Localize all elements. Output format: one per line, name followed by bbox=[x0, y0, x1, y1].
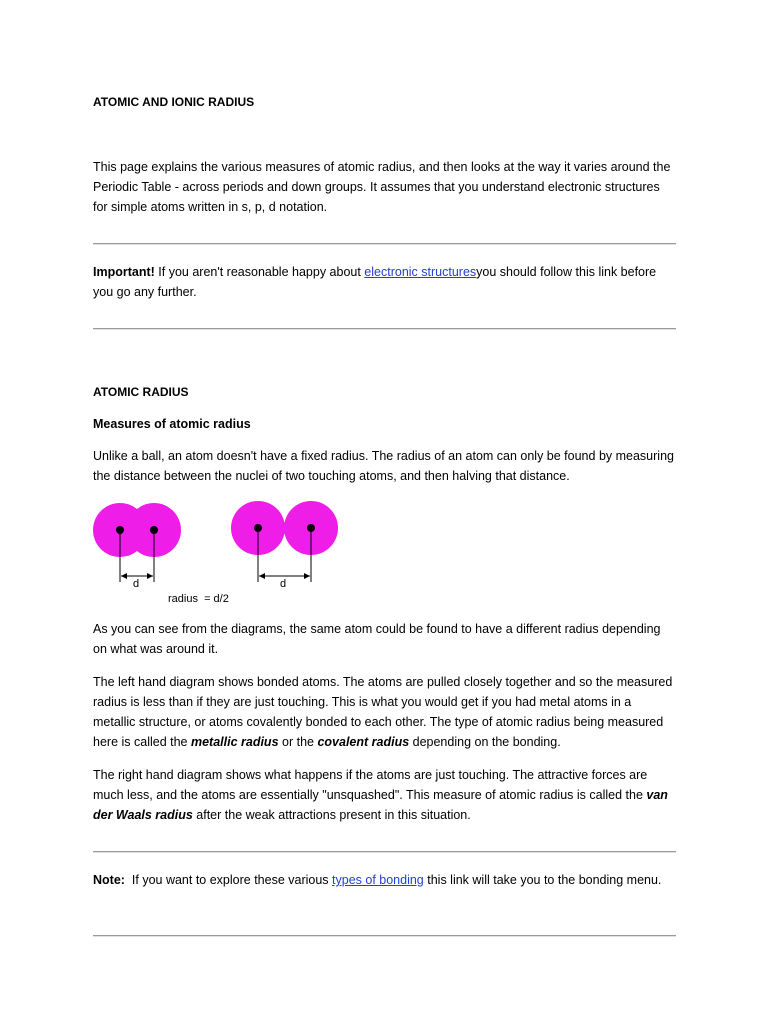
divider-2 bbox=[93, 328, 676, 330]
atomic-radius-diagram bbox=[93, 500, 353, 610]
paragraph-right-diagram: The right hand diagram shows what happens if the atoms are just touching. The attractive forces are much less, and the atoms are essentially "unsquashed". This measure of atomic radius is called the van der Waals radius after the weak attractions present in this situation. bbox=[93, 768, 668, 822]
page-title: ATOMIC AND IONIC RADIUS bbox=[93, 95, 255, 109]
covalent-radius-term: covalent radius bbox=[317, 735, 410, 749]
important-text-before: If you aren't reasonable happy about bbox=[154, 265, 365, 279]
subheading: Measures of atomic radius bbox=[93, 417, 251, 431]
paragraph-diagrams: As you can see from the diagrams, the same atom could be found to have a different radius depending on what was around it. bbox=[93, 622, 661, 656]
right-distance-label: d bbox=[280, 578, 287, 590]
important-paragraph bbox=[93, 262, 676, 302]
electronic-structures-link[interactable]: electronic structures bbox=[364, 265, 477, 279]
left-distance-label: d bbox=[133, 578, 140, 590]
van-der-waals-term: van der Waals radius bbox=[93, 788, 668, 822]
divider-1 bbox=[93, 243, 676, 245]
note-label: Note: bbox=[93, 873, 125, 887]
paragraph-left-diagram: The left hand diagram shows bonded atoms. The atoms are pulled closely together and so the measured radius is less than if they are just touching. This is what you would get if you had metal atoms in a metallic structure, or atoms covalently bonded to each other. The type of atomic radius being measured here is called the metallic radius or the covalent radius depending on the bonding. bbox=[93, 675, 673, 749]
radius-formula: radius = d/2 bbox=[168, 593, 229, 605]
types-of-bonding-link[interactable]: types of bonding bbox=[332, 873, 424, 887]
intro-paragraph: This page explains the various measures of atomic radius, and then looks at the way it varies around the Periodic Table - across periods and down groups. It assumes that you understand electronic structures for simple atoms written in s, p, d notation. bbox=[93, 160, 671, 214]
divider-3 bbox=[93, 851, 676, 853]
important-label: Important! bbox=[93, 265, 155, 279]
paragraph-measure: Unlike a ball, an atom doesn't have a fixed radius. The radius of an atom can only be found by measuring the distance between the nuclei of two touching atoms, and then halving that distance. bbox=[93, 449, 674, 483]
important-text-after: you should follow this link before you go any further. bbox=[93, 265, 657, 299]
note-paragraph: Note: If you want to explore these various types of bonding this link will take you to the bonding menu. bbox=[93, 873, 662, 887]
divider-4 bbox=[93, 935, 676, 937]
section-title: ATOMIC RADIUS bbox=[93, 385, 189, 399]
metallic-radius-term: metallic radius bbox=[190, 735, 279, 749]
